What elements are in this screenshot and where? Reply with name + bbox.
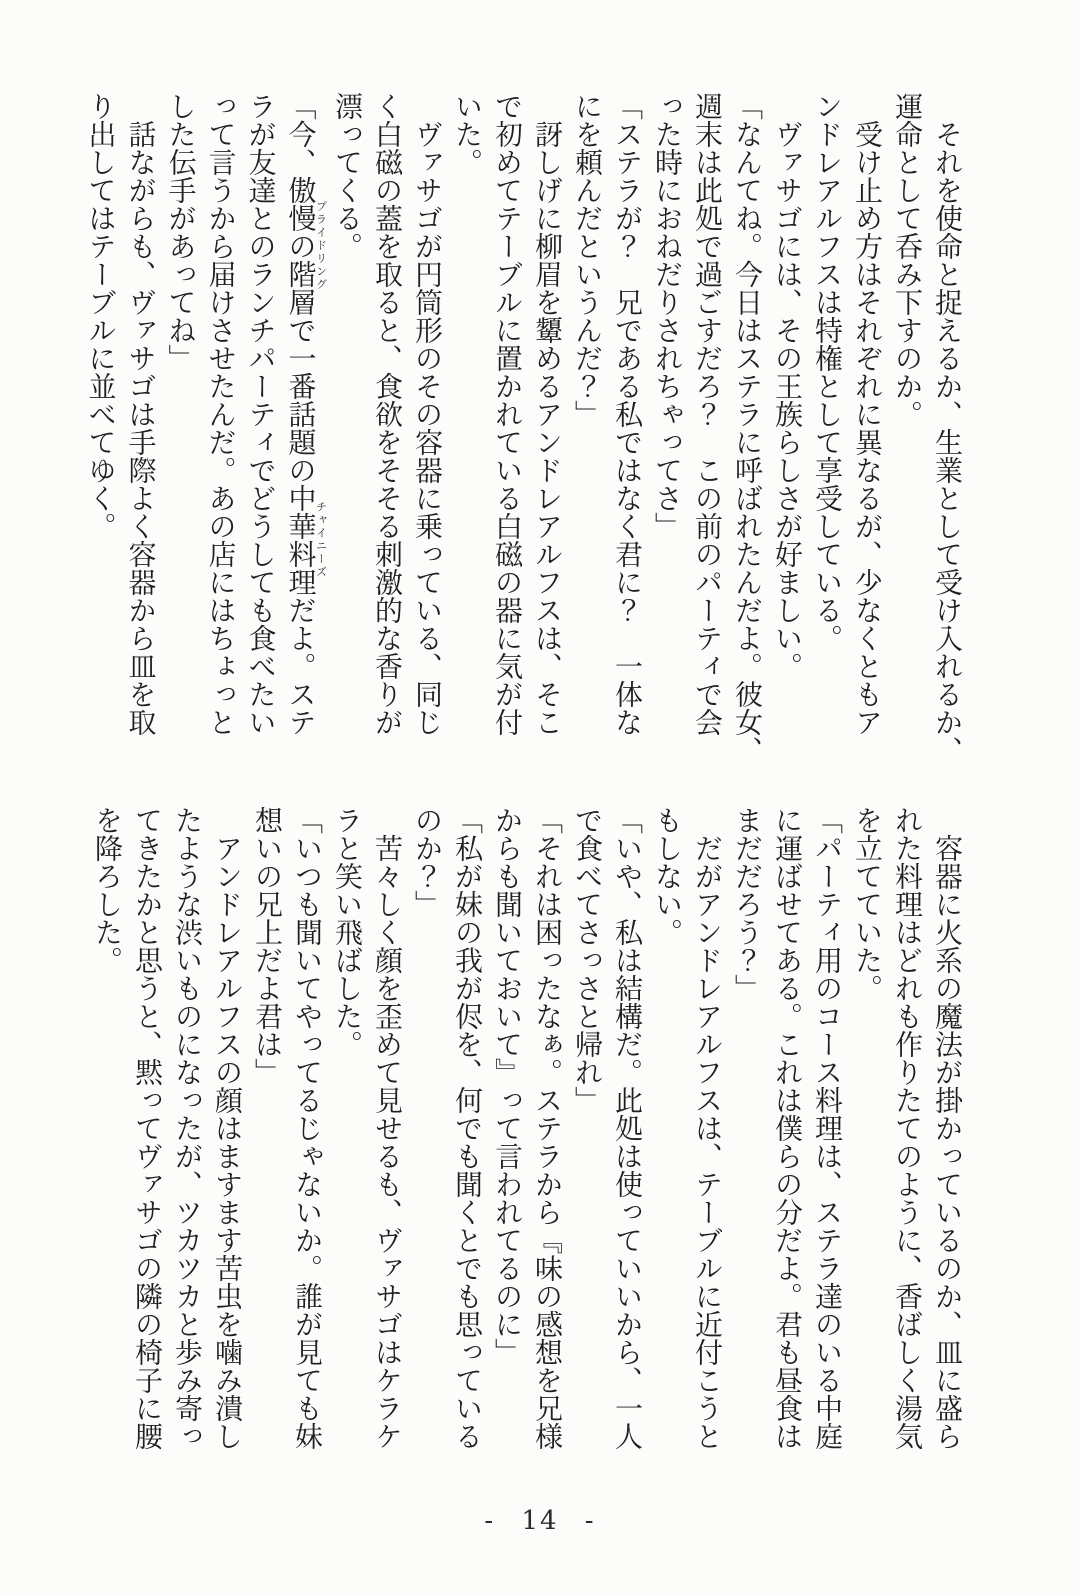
text-line: のか？」 [411,806,444,918]
text-line: ラが友達とのランチパーティでどうしても食べたい [244,92,278,736]
ruby-annotated-text: 中華料理チャイニーズ [284,484,328,596]
text-line: に運ばせてある。これは僕らの分だよ。君も昼食は [771,806,804,1450]
text-line: にを頼んだというんだ？」 [571,92,604,428]
text-line: アンドレアルフスの顔はますます苦虫を噛み潰し [211,834,244,1450]
text-line: り出してはテーブルに並べてゆく。 [84,92,118,540]
text-line: 「今、傲慢の階層プライドリングで一番話題の中華料理チャイニーズだよ。ステ [284,92,328,736]
text-line: 「ステラが？ 兄である私ではなく君に？ 一体な [611,92,644,736]
text-line: 話ながらも、ヴァサゴは手際よく容器から皿を取 [124,120,158,736]
ruby-annotated-text: 傲慢の階層プライドリング [284,176,328,316]
text-block-top [81,92,968,770]
text-line: 訝しげに柳眉を顰めるアンドレアルフスは、そこ [531,120,564,736]
text-line: 「私が妹の我が侭を、何でも聞くとでも思っている [451,806,484,1450]
text-line: てきたかと思うと、黙ってヴァサゴの隣の椅子に腰 [131,806,164,1450]
text-line: れた料理はどれも作りたてのように、香ばしく湯気 [891,806,924,1450]
text-line: ラと笑い飛ばした。 [331,806,364,1058]
text-line: 運命として呑み下すのか。 [891,92,924,428]
text-line: で初めてテーブルに置かれている白磁の器に気が付 [491,92,524,736]
text-line: 「パーティ用のコース料理は、ステラ達のいる中庭 [811,806,844,1450]
text-line: いた。 [451,92,484,176]
text-line: 「いつも聞いてやってるじゃないか。誰が見ても妹 [291,806,324,1450]
text-line: だがアンドレアルフスは、テーブルに近付こうと [691,834,724,1450]
text-line: 想いの兄上だよ君は」 [251,806,284,1086]
text-line: を降ろした。 [91,806,124,974]
text-line: 「いや、私は結構だ。此処は使っていいから、一人 [611,806,644,1450]
text-line: 受け止め方はそれぞれに異なるが、少なくともア [851,120,884,736]
text-line: した伝手があってね」 [164,92,198,372]
text-line: ヴァサゴが円筒形のその容器に乗っている、同じ [411,120,444,736]
text-line: を立てていた。 [851,806,884,1002]
text-line: 週末は此処で過ごすだろ？ この前のパーティで会 [691,92,724,736]
text-line: 「なんてね。今日はステラに呼ばれたんだよ。彼女、 [731,92,764,764]
text-line: 容器に火系の魔法が掛かっているのか、皿に盛ら [931,834,964,1450]
text-line: ヴァサゴには、その王族らしさが好ましい。 [771,120,804,680]
text-line: たような渋いものになったが、ツカツカと歩み寄っ [171,806,204,1450]
text-line: って言うから届けさせたんだ。あの店にはちょっと [204,92,238,736]
text-line: く白磁の蓋を取ると、食欲をそそる刺激的な香りが [371,92,404,736]
text-line: 漂ってくる。 [331,92,364,260]
text-line: で食べてさっさと帰れ」 [571,806,604,1114]
text-line: まだだろう？」 [731,806,764,1002]
text-line: からも聞いておいて』って言われてるのに」 [491,806,524,1366]
text-line: ンドレアルフスは特権として享受している。 [811,92,844,652]
text-block-bottom [87,806,967,1484]
page-number: - 14 - [484,1506,596,1536]
text-line: った時におねだりされちゃってさ」 [651,92,684,540]
text-line: 苦々しく顔を歪めて見せるも、ヴァサゴはケラケ [371,834,404,1450]
text-line: それを使命と捉えるか、生業として受け入れるか、 [931,120,964,764]
text-line: 「それは困ったなぁ。ステラから『味の感想を兄様 [531,806,564,1450]
text-line: もしない。 [651,806,684,946]
